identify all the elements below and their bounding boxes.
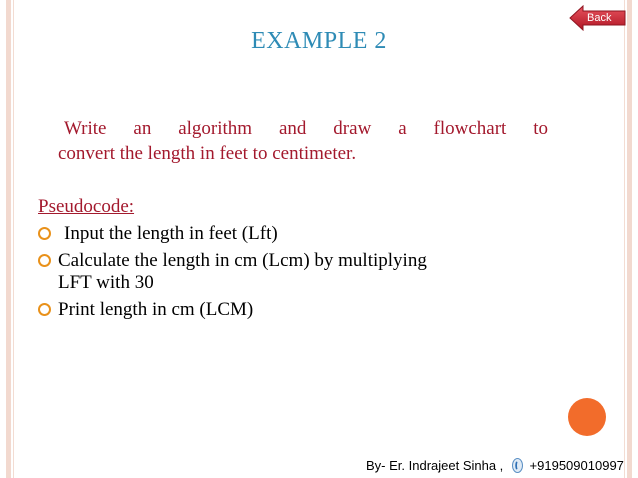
circle-bullet-icon xyxy=(38,227,51,240)
list-item xyxy=(38,299,558,321)
circle-bullet-icon xyxy=(38,303,51,316)
list-item xyxy=(38,250,558,294)
left-border-line xyxy=(13,0,14,478)
problem-line-1: Write an algorithm and draw a flowchart to xyxy=(64,118,548,139)
pseudocode-list xyxy=(38,223,558,326)
list-item xyxy=(38,223,558,245)
list-item-text: Print length in cm (LCM) xyxy=(58,299,254,320)
list-item-text: Input the length in feet (Lft) xyxy=(64,223,278,244)
left-border xyxy=(6,0,11,478)
problem-statement xyxy=(58,116,548,166)
footer xyxy=(366,458,624,473)
back-label: Back xyxy=(587,12,612,24)
pseudocode-heading: Pseudocode: xyxy=(38,196,135,217)
footer-author: By- Er. Indrajeet Sinha , xyxy=(366,458,504,473)
circle-bullet-icon xyxy=(38,254,51,267)
footer-phone: +919509010997 xyxy=(529,458,624,473)
list-item-text: Calculate the length in cm (Lcm) by multiplying xyxy=(58,250,427,271)
phone-icon xyxy=(512,458,523,473)
list-item-text: LFT with 30 xyxy=(58,272,154,293)
problem-line-2: convert the length in feet to centimeter. xyxy=(58,143,357,164)
accent-circle xyxy=(568,398,606,436)
right-border-line xyxy=(624,0,625,478)
slide-title: EXAMPLE 2 xyxy=(251,28,387,54)
right-border xyxy=(627,0,632,478)
